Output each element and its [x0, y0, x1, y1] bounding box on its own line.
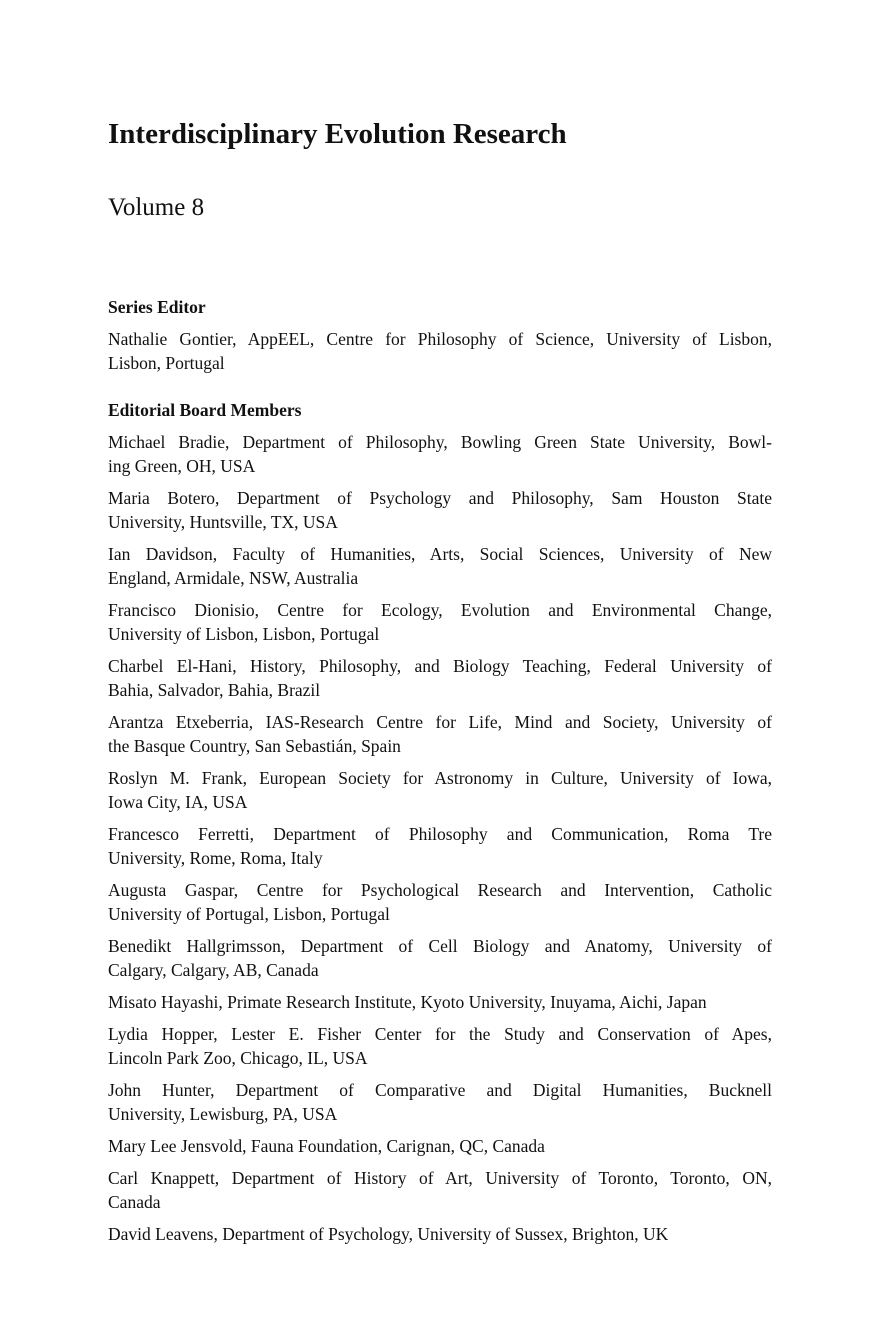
entry-line: Maria Botero, Department of Psychology and Philosophy, Sam Houston State — [108, 488, 772, 508]
entry-line: the Basque Country, San Sebastián, Spain — [108, 736, 401, 756]
series-editor-heading: Series Editor — [108, 297, 206, 317]
entry-line: England, Armidale, NSW, Australia — [108, 568, 359, 588]
member-entry — [108, 1078, 772, 1126]
entry-line: Francisco Dionisio, Centre for Ecology, Evolution and Environmental Change, — [108, 600, 772, 620]
editorial-board-section — [108, 398, 772, 1254]
entry-line: ing Green, OH, USA — [108, 456, 256, 476]
editorial-board-heading: Editorial Board Members — [108, 400, 302, 420]
member-entry — [108, 710, 772, 758]
member-entry — [108, 542, 772, 590]
entry-line: Charbel El-Hani, History, Philosophy, and Biology Teaching, Federal University of — [108, 656, 772, 676]
member-entry — [108, 766, 772, 814]
entry-line: Carl Knappett, Department of History of Art, University of Toronto, Toronto, ON, — [108, 1168, 772, 1188]
entry-line: University, Lewisburg, PA, USA — [108, 1104, 338, 1124]
entry-line: University, Rome, Roma, Italy — [108, 848, 323, 868]
entry-line: Lisbon, Portugal — [108, 353, 225, 373]
entry-line: Bahia, Salvador, Bahia, Brazil — [108, 680, 321, 700]
member-entry — [108, 934, 772, 982]
member-entry — [108, 1222, 772, 1246]
member-entry — [108, 1166, 772, 1214]
member-entry — [108, 486, 772, 534]
entry-line: Benedikt Hallgrimsson, Department of Cell Biology and Anatomy, University of — [108, 936, 772, 956]
editorial-board-list — [108, 430, 772, 1246]
entry-line: Nathalie Gontier, AppEEL, Centre for Philosophy of Science, University of Lisbon, — [108, 329, 772, 349]
member-entry — [108, 654, 772, 702]
member-entry — [108, 822, 772, 870]
entry-line: Francesco Ferretti, Department of Philosophy and Communication, Roma Tre — [108, 824, 772, 844]
member-entry — [108, 1134, 772, 1158]
member-entry — [108, 1022, 772, 1070]
entry-line: John Hunter, Department of Comparative and Digital Humanities, Bucknell — [108, 1080, 772, 1100]
entry-line: University, Huntsville, TX, USA — [108, 512, 338, 532]
entry-line: Lincoln Park Zoo, Chicago, IL, USA — [108, 1048, 368, 1068]
entry-line: Ian Davidson, Faculty of Humanities, Arts, Social Sciences, University of New — [108, 544, 772, 564]
member-entry — [108, 598, 772, 646]
entry-line: Canada — [108, 1192, 161, 1212]
volume-number: Volume 8 — [108, 194, 205, 221]
entry-line: Michael Bradie, Department of Philosophy, Bowling Green State University, Bowl- — [108, 432, 772, 452]
entry-line: Augusta Gaspar, Centre for Psychological Research and Intervention, Catholic — [108, 880, 772, 900]
entry-line: Roslyn M. Frank, European Society for Astronomy in Culture, University of Iowa, — [108, 768, 772, 788]
member-entry — [108, 990, 772, 1014]
member-entry — [108, 327, 772, 375]
entry-line: Misato Hayashi, Primate Research Institute, Kyoto University, Inuyama, Aichi, Japan — [108, 992, 707, 1012]
entry-line: Calgary, Calgary, AB, Canada — [108, 960, 319, 980]
entry-line: Iowa City, IA, USA — [108, 792, 248, 812]
entry-line: Arantza Etxeberria, IAS-Research Centre for Life, Mind and Society, University of — [108, 712, 772, 732]
member-entry — [108, 878, 772, 926]
member-entry — [108, 430, 772, 478]
entry-line: David Leavens, Department of Psychology, University of Sussex, Brighton, UK — [108, 1224, 669, 1244]
entry-line: Mary Lee Jensvold, Fauna Foundation, Carignan, QC, Canada — [108, 1136, 545, 1156]
series-editor-section — [108, 295, 772, 383]
series-title: Interdisciplinary Evolution Research — [108, 118, 567, 150]
entry-line: University of Portugal, Lisbon, Portugal — [108, 904, 390, 924]
entry-line: Lydia Hopper, Lester E. Fisher Center for the Study and Conservation of Apes, — [108, 1024, 772, 1044]
entry-line: University of Lisbon, Lisbon, Portugal — [108, 624, 380, 644]
series-editor-list — [108, 327, 772, 375]
